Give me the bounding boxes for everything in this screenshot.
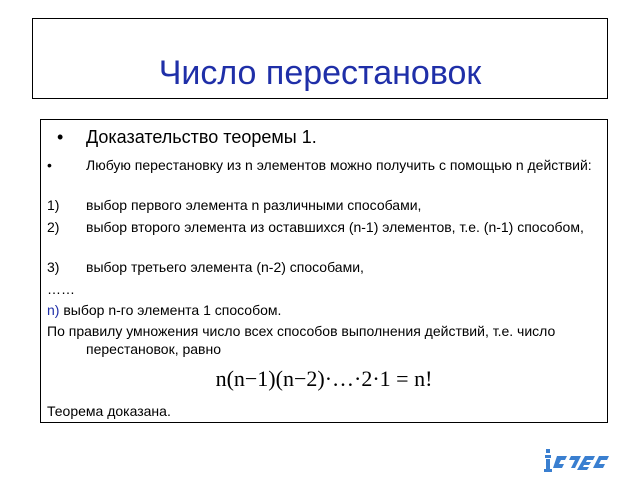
proof-ending: Теорема доказана. [47,403,171,419]
slide-title: Число перестановок [158,54,482,92]
bullet-marker: • [57,127,64,147]
last-step-item [47,301,593,319]
step-text: выбор второго элемента из оставшихся (n-1) элементов, т.е. (n-1) способом, [86,219,584,235]
bullet-text: Любую перестановку из n элементов можно получить с помощью n действий: [86,157,592,173]
title-box [32,18,608,99]
last-step-text: выбор n-го элемента 1 способом. [63,302,282,318]
conclusion-text: По правилу умножения число всех способов выполнения действий, т.е. число перестановок, равно [47,323,556,357]
step-marker: 1) [47,197,60,213]
step-text: выбор первого элемента n различными способами, [86,197,422,213]
bullet-marker: • [47,157,52,173]
permutation-formula: n(n−1)(n−2)·…·2·1 = n! [215,366,433,391]
step-marker: 3) [47,259,60,275]
content-box [40,119,608,423]
ellipsis-line: …… [47,281,75,297]
last-step-marker: n) [47,302,60,318]
proof-heading-text: Доказательство теоремы 1. [86,127,317,147]
step-marker: 2) [47,219,60,235]
university-logo-icon [543,447,613,475]
step-text: выбор третьего элемента (n-2) способами, [86,259,364,275]
